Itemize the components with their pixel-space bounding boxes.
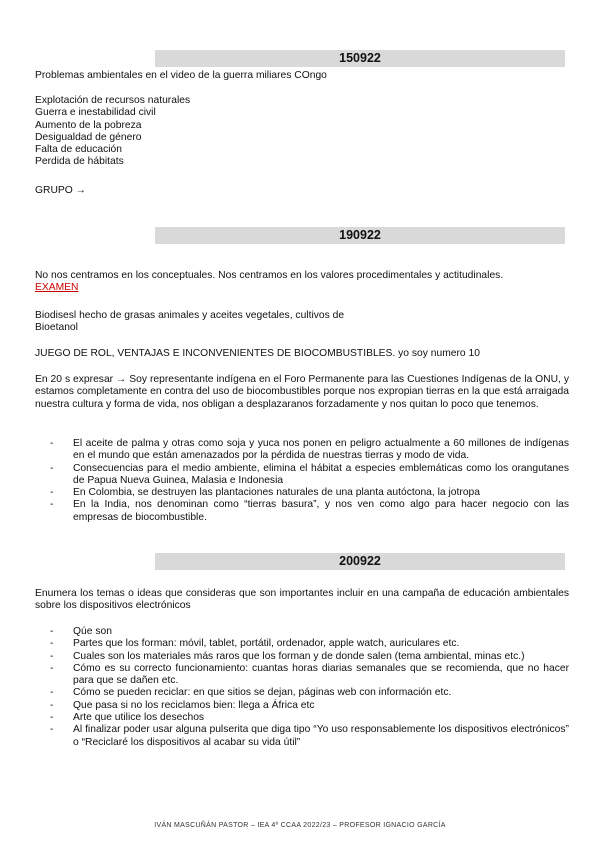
list-item: Perdida de hábitats [35, 156, 124, 168]
intro-paragraph: Enumera los temas o ideas que consideras que son importantes incluir en una campaña de educación ambientales sobre los dispositivos electrónicos [35, 588, 569, 612]
list-item: - En la India, nos denominan como “tierras basura”, y nos ven como algo para hacer negocio con las empresas de biocombustible. [50, 499, 569, 523]
date-header-190922: 190922 [155, 227, 565, 244]
section-line: Problemas ambientales en el video de la guerra miliares COngo [35, 70, 327, 81]
list-item: Aumento de la pobreza [35, 119, 142, 131]
list-item: - Arte que utilice los desechos [50, 712, 205, 724]
list-item: - Cómo se pueden reciclar: en que sitios se dejan, páginas web con información etc. [50, 687, 452, 699]
list-item: Falta de educación [35, 144, 123, 156]
grupo-line: GRUPO → [35, 185, 86, 196]
list-item: - El aceite de palma y otras como soja y yuca nos ponen en peligro actualmente a 60 millones de indígenas en el mundo que están amenazados por la pérdida de nuestras tierras y modo de vida. [50, 438, 569, 462]
list-item: - Cómo es su correcto funcionamiento: cuantas horas diarias semanales que se recomienda, que no hacer para que se dañen etc. [50, 662, 569, 687]
list-item: Guerra e inestabilidad civil [35, 107, 156, 119]
list-item: - Al finalizar poder usar alguna pulserita que diga tipo “Yo uso responsablemente los dispositivos electrónicos” o “Reciclaré los dispositivos al acabar su vida útil” [50, 724, 569, 748]
list-item: - Cuales son los materiales más raros que los forman y de donde salen (tema ambiental, minas etc.) [50, 650, 525, 662]
list-item: - En Colombia, se destruyen las plantaciones naturales de una planta autóctona, la jotropa [50, 487, 480, 499]
biodiesel-line: Biodisesl hecho de grasas animales y aceites vegetales, cultivos de [35, 310, 345, 321]
paragraph [35, 270, 569, 295]
list-item: - Partes que los forman: móvil, tablet, portátil, ordenador, apple watch, auriculares etc. [50, 638, 460, 650]
list-item: Explotación de recursos naturales [35, 95, 191, 106]
bullet-list-campaign [35, 626, 569, 749]
date-header-200922: 200922 [155, 553, 565, 570]
page-footer: IVÁN MASCUÑÁN PASTOR – IEA 4º CCAA 2022/23 – PROFESOR IGNACIO GARCÍA [154, 822, 446, 829]
list-item: - Consecuencias para el medio ambiente, elimina el hábitat a especies emblemáticas como los orangutanes de Papua Nueva Guinea, Malasia e Indonesia [50, 462, 569, 486]
bullet-list-biofuels [35, 438, 569, 524]
juego-line: JUEGO DE ROL, VENTAJAS E INCONVENIENTES DE BIOCOMBUSTIBLES. yo soy numero 10 [35, 348, 480, 359]
date-header-150922: 150922 [155, 50, 565, 67]
examen-label: EXAMEN [35, 282, 79, 294]
biofuel-lines [35, 310, 569, 335]
expression-paragraph: En 20 s expresar → Soy representante indígena en el Foro Permanente para las Cuestiones Indígenas de la ONU, y estamos completamente en contra del uso de biocombustibles porque nos expropian tierras en la que está arraigada nuestra cultura y forma de vida, nos obligan a desplazaranos forzadamente y nos quitan lo poco que tenemos. [35, 374, 569, 410]
paragraph-text: No nos centramos en los conceptuales. Nos centramos en los valores procedimentales y actitudinales. [35, 270, 504, 281]
problem-list [35, 95, 569, 169]
bioetanol-line: Bioetanol [35, 322, 78, 334]
list-item: - Qúe son [50, 626, 112, 637]
list-item: Desigualdad de género [35, 131, 142, 143]
list-item: - Que pasa si no los reciclamos bien: llega a África etc [50, 699, 315, 711]
